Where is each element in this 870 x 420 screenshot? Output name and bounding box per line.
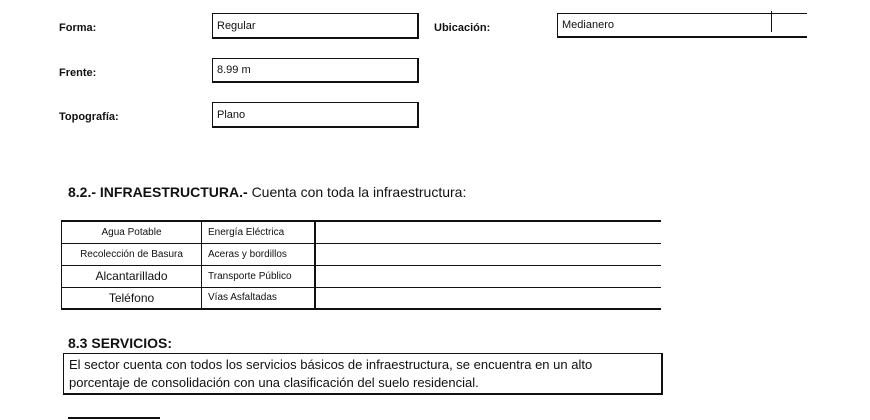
servicios-heading: 8.3 SERVICIOS: bbox=[68, 335, 173, 351]
infraestructura-table bbox=[61, 220, 661, 310]
infraestructura-description: Cuenta con toda la infraestructura: bbox=[251, 184, 467, 200]
table-row bbox=[62, 243, 661, 265]
infraestructura-number: 8.2.- bbox=[68, 184, 97, 200]
topografia-label: Topografía: bbox=[59, 111, 119, 123]
ubicacion-field bbox=[557, 13, 807, 38]
table-cell: Energía Eléctrica bbox=[202, 221, 315, 243]
table-cell: Recolección de Basura bbox=[62, 243, 202, 265]
table-row bbox=[62, 221, 661, 243]
servicios-text-box: El sector cuenta con todos los servicios básicos de infraestructura, se encuentra en un alto porcentaje de consolidación con una clasificación del suelo residencial. bbox=[63, 353, 663, 395]
table-cell: Agua Potable bbox=[62, 221, 202, 243]
table-row bbox=[62, 287, 661, 309]
frente-label: Frente: bbox=[59, 67, 97, 79]
next-heading-fragment bbox=[68, 416, 160, 420]
table-cell: Vías Asfaltadas bbox=[202, 287, 315, 309]
frente-field: 8.99 m bbox=[212, 58, 419, 83]
ubicacion-label: Ubicación: bbox=[434, 22, 491, 34]
table-cell-empty bbox=[315, 221, 661, 243]
forma-field: Regular bbox=[212, 13, 419, 39]
table-cell: Teléfono bbox=[62, 287, 202, 309]
table-cell: Transporte Público bbox=[202, 265, 315, 287]
table-cell-empty bbox=[315, 287, 661, 309]
table-cell-empty bbox=[315, 243, 661, 265]
cell-divider bbox=[771, 11, 772, 32]
infraestructura-heading bbox=[68, 184, 466, 200]
infraestructura-title: INFRAESTRUCTURA.- bbox=[99, 184, 248, 200]
table-cell-empty bbox=[315, 265, 661, 287]
ubicacion-value: Medianero bbox=[562, 19, 614, 31]
table-row bbox=[62, 265, 661, 287]
topografia-field: Plano bbox=[212, 102, 419, 128]
table-cell: Alcantarillado bbox=[62, 265, 202, 287]
forma-label: Forma: bbox=[59, 22, 97, 34]
table-cell: Aceras y bordillos bbox=[202, 243, 315, 265]
